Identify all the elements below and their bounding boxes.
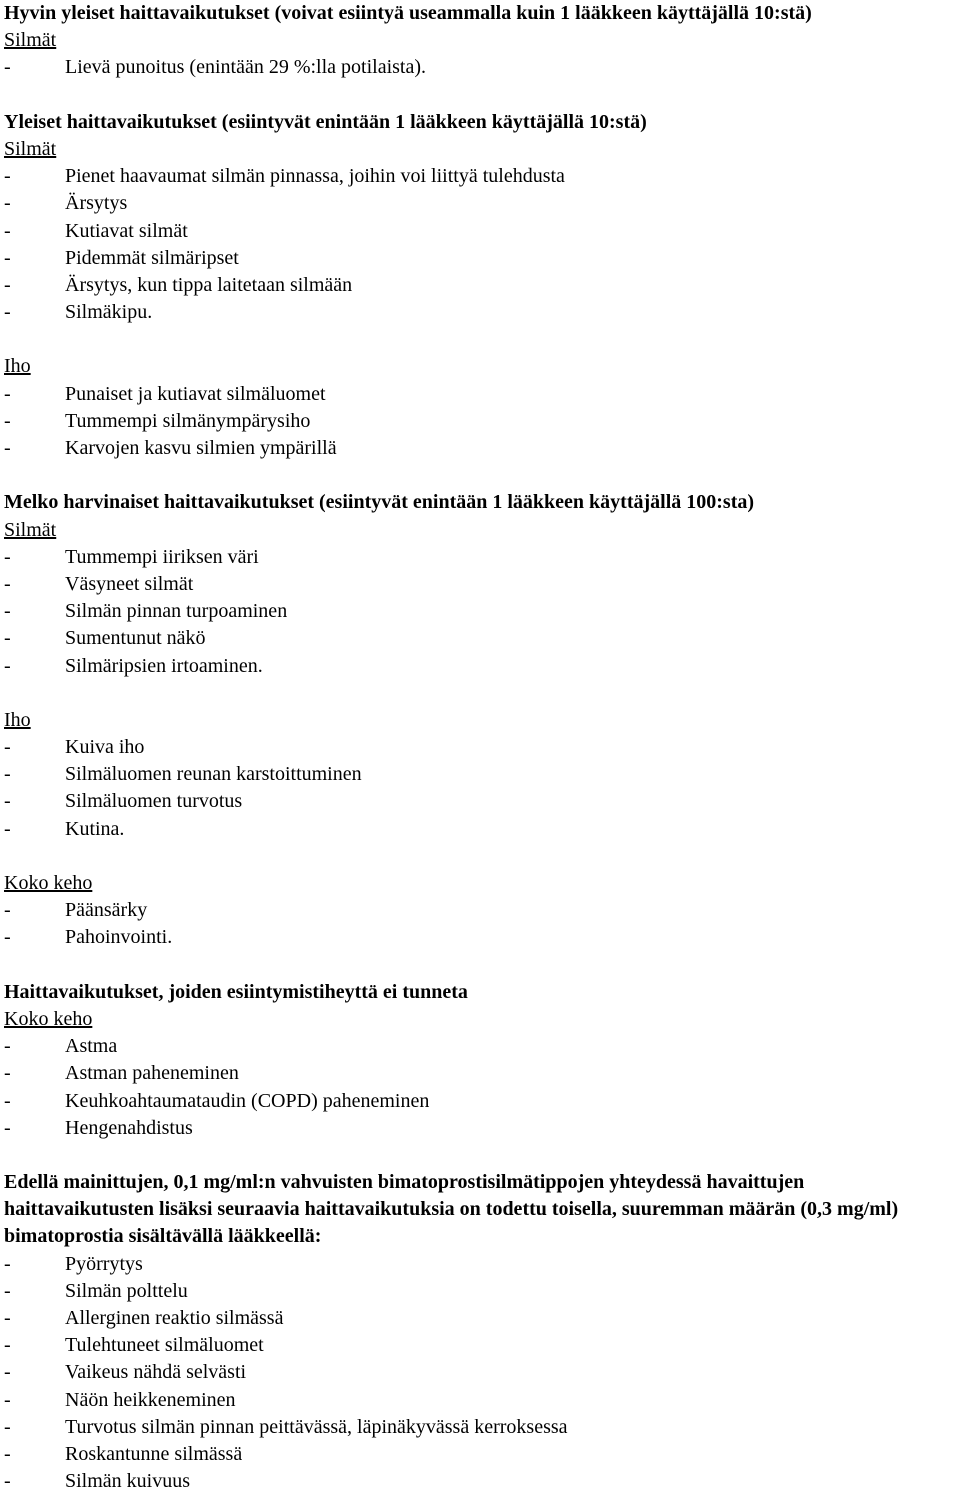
- list-item: [4, 1033, 960, 1060]
- list-item: [4, 571, 960, 598]
- bullet-dash: -: [4, 1062, 11, 1085]
- list-item-text: Päänsärky: [65, 899, 148, 922]
- list-item-text: Pyörrytys: [65, 1252, 143, 1275]
- list-item-text: Näön heikkeneminen: [65, 1388, 236, 1411]
- bullet-dash: -: [4, 790, 11, 813]
- list-item: [4, 653, 960, 680]
- list-item-text: Kutina.: [65, 817, 125, 840]
- group-title: Silmät: [4, 137, 57, 160]
- group-title: Koko keho: [4, 872, 93, 894]
- list-item: [4, 1251, 960, 1278]
- bullet-dash: -: [4, 1035, 11, 1058]
- list-item-text: Punaiset ja kutiavat silmäluomet: [65, 382, 326, 405]
- bullet-dash: -: [4, 817, 11, 840]
- bullet-dash: -: [4, 1252, 11, 1275]
- bullet-dash: -: [4, 1361, 11, 1384]
- list-item-text: Tummempi silmänympärysiho: [65, 409, 311, 432]
- list-item: [4, 625, 960, 652]
- list-item: [4, 272, 960, 299]
- list-item: [4, 1115, 960, 1142]
- list-item-text: Väsyneet silmät: [65, 572, 194, 595]
- list-item: [4, 1088, 960, 1115]
- list-item: [4, 299, 960, 326]
- list-item-text: Silmäkipu.: [65, 301, 153, 324]
- section-heading: Yleiset haittavaikutukset (esiintyvät enintään 1 lääkkeen käyttäjällä 10:stä): [4, 110, 647, 133]
- group-title: Silmät: [4, 29, 57, 52]
- bullet-dash: -: [4, 1116, 11, 1139]
- list-item: [4, 435, 960, 462]
- list-item: [4, 816, 960, 843]
- list-item: [4, 1332, 960, 1359]
- list-item: [4, 1414, 960, 1441]
- bullet-dash: -: [4, 1415, 11, 1438]
- list-item-text: Astman paheneminen: [65, 1062, 239, 1085]
- bullet-dash: -: [4, 572, 11, 595]
- bullet-dash: -: [4, 56, 11, 79]
- bullet-dash: -: [4, 1089, 11, 1112]
- bullet-dash: -: [4, 600, 11, 623]
- bullet-dash: -: [4, 301, 11, 324]
- list-item: [4, 1441, 960, 1468]
- list-item: [4, 761, 960, 788]
- bullet-dash: -: [4, 1470, 11, 1493]
- list-item-text: Keuhkoahtaumataudin (COPD) paheneminen: [65, 1089, 430, 1112]
- list-item: [4, 924, 960, 951]
- list-item: [4, 788, 960, 815]
- list-item: [4, 163, 960, 190]
- list-item: [4, 1305, 960, 1332]
- list-item-text: Vaikeus nähdä selvästi: [65, 1361, 247, 1384]
- list-item-text: Kuiva iho: [65, 736, 145, 759]
- list-item-text: Silmän polttelu: [65, 1279, 188, 1302]
- list-item: [4, 190, 960, 217]
- bullet-dash: -: [4, 1442, 11, 1465]
- list-item: [4, 408, 960, 435]
- list-item: [4, 544, 960, 571]
- group-title: Iho: [4, 708, 31, 731]
- bullet-dash: -: [4, 165, 11, 188]
- list-item-text: Silmäluomen turvotus: [65, 790, 243, 813]
- list-item-text: Roskantunne silmässä: [65, 1442, 243, 1465]
- group-title: Iho: [4, 355, 31, 378]
- bullet-dash: -: [4, 1388, 11, 1411]
- list-item-text: Silmäripsien irtoaminen.: [65, 654, 263, 677]
- list-item: [4, 54, 960, 81]
- bullet-dash: -: [4, 1279, 11, 1302]
- list-item: [4, 1060, 960, 1087]
- list-item-text: Astma: [65, 1035, 118, 1058]
- bullet-dash: -: [4, 899, 11, 922]
- bullet-dash: -: [4, 273, 11, 296]
- bullet-dash: -: [4, 192, 11, 215]
- bullet-dash: -: [4, 1307, 11, 1330]
- bullet-dash: -: [4, 437, 11, 459]
- bullet-dash: -: [4, 219, 11, 242]
- list-item-text: Tummempi iiriksen väri: [65, 545, 259, 568]
- section-heading: Hyvin yleiset haittavaikutukset (voivat esiintyä useammalla kuin 1 lääkkeen käyttäjällä 10:stä): [4, 2, 812, 24]
- list-item: [4, 897, 960, 924]
- list-item-text: Silmäluomen reunan karstoittuminen: [65, 763, 362, 786]
- list-item-text: Pienet haavaumat silmän pinnassa, joihin voi liittyä tulehdusta: [65, 165, 565, 188]
- bullet-dash: -: [4, 409, 11, 432]
- bullet-dash: -: [4, 246, 11, 269]
- list-item-text: Lievä punoitus (enintään 29 %:lla potilaista).: [65, 56, 427, 79]
- list-item-text: Silmän pinnan turpoaminen: [65, 600, 288, 623]
- list-item-text: Silmän kuivuus: [65, 1470, 191, 1493]
- list-item-text: Tulehtuneet silmäluomet: [65, 1334, 264, 1357]
- bullet-dash: -: [4, 545, 11, 568]
- list-item: [4, 734, 960, 761]
- list-item-text: Ärsytys: [65, 192, 128, 215]
- list-item: [4, 1468, 960, 1495]
- list-item-text: Pidemmät silmäripset: [65, 246, 239, 269]
- list-item-text: Sumentunut näkö: [65, 627, 206, 650]
- list-item: [4, 245, 960, 272]
- list-item-text: Hengenahdistus: [65, 1116, 193, 1139]
- list-item-text: Kutiavat silmät: [65, 219, 188, 242]
- list-item: [4, 1359, 960, 1386]
- group-title: Koko keho: [4, 1007, 93, 1030]
- bullet-dash: -: [4, 382, 11, 405]
- list-item: [4, 381, 960, 408]
- section-heading: Haittavaikutukset, joiden esiintymistiheyttä ei tunneta: [4, 980, 468, 1003]
- list-item: [4, 598, 960, 625]
- list-item-text: Karvojen kasvu silmien ympärillä: [65, 437, 337, 459]
- bullet-dash: -: [4, 926, 11, 949]
- list-item-text: Pahoinvointi.: [65, 926, 173, 949]
- list-item-text: Turvotus silmän pinnan peittävässä, läpinäkyvässä kerroksessa: [65, 1415, 568, 1438]
- list-item: [4, 218, 960, 245]
- list-item: [4, 1278, 960, 1305]
- bullet-dash: -: [4, 627, 11, 650]
- bullet-dash: -: [4, 1334, 11, 1357]
- bullet-dash: -: [4, 736, 11, 759]
- list-item-text: Ärsytys, kun tippa laitetaan silmään: [65, 273, 353, 296]
- bullet-dash: -: [4, 654, 11, 677]
- list-item-text: Allerginen reaktio silmässä: [65, 1307, 284, 1330]
- final-heading: Edellä mainittujen, 0,1 mg/ml:n vahvuisten bimatoprostisilmätippojen yhteydessä havaittujen haittavaikutusten lisäksi seuraavia haittavaikutuksia on todettu toisella, suuremman määrän (0,3 mg/ml) bimatoprostia sisältävällä lääkkeellä:: [4, 1171, 899, 1248]
- list-item: [4, 1387, 960, 1414]
- section-heading: Melko harvinaiset haittavaikutukset (esiintyvät enintään 1 lääkkeen käyttäjällä 100:sta): [4, 491, 755, 514]
- group-title: Silmät: [4, 518, 57, 541]
- bullet-dash: -: [4, 763, 11, 786]
